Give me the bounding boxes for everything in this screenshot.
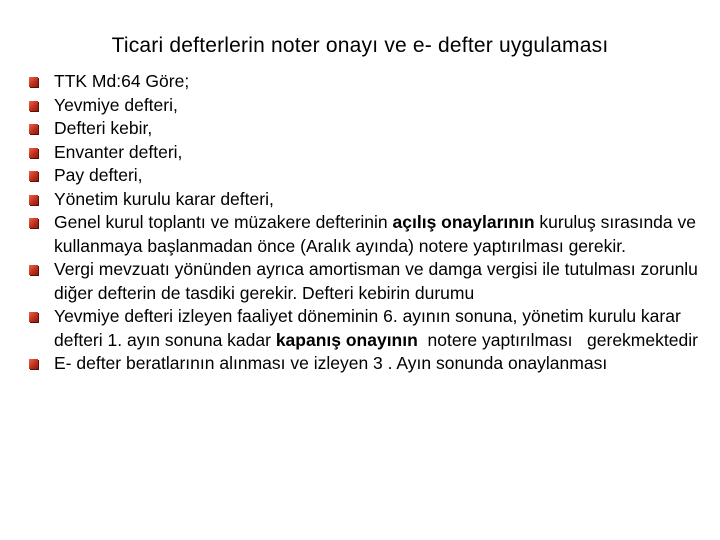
bullet-item: [28, 211, 708, 258]
bullet-item: [28, 352, 708, 376]
slide-title: Ticari defterlerin noter onayı ve e- defter uygulaması: [111, 34, 609, 57]
bullet-text: Pay defteri,: [54, 165, 143, 185]
bullet-item: [28, 70, 708, 94]
bullet-item: [28, 94, 708, 118]
bullet-item: [28, 117, 708, 141]
bullet-list: [28, 70, 708, 376]
square-bullet-icon: [29, 218, 38, 228]
square-bullet-icon: [29, 124, 38, 134]
bold-phrase-opening-approval: açılış onaylarının: [392, 212, 535, 232]
bold-phrase-closing-approval: kapanış onayının: [275, 329, 418, 350]
bullet-text: notere yaptırılması gerekmektedir: [417, 329, 698, 350]
bullet-text: Yevmiye defteri izleyen faaliyet döneminin 6. ayının sonuna, yönetim kurulu karar defteri 1. ayın sonuna kadar: [54, 306, 681, 350]
square-bullet-icon: [29, 77, 38, 87]
square-bullet-icon: [29, 359, 38, 369]
bullet-text: TTK Md:64 Göre;: [54, 71, 190, 91]
bullet-text: E- defter beratlarının alınması ve izleyen 3 . Ayın sonunda onaylanması: [54, 353, 608, 373]
bullet-text: Defteri kebir,: [54, 118, 153, 138]
bullet-item: [28, 188, 708, 212]
square-bullet-icon: [29, 265, 38, 275]
bullet-text: Yevmiye defteri,: [54, 94, 178, 115]
square-bullet-icon: [29, 171, 38, 181]
square-bullet-icon: [29, 101, 38, 111]
bullet-item: [28, 258, 708, 305]
bullet-text: kuruluş sırasında ve kullanmaya başlanmadan önce (Aralık ayında) notere yaptırılması gerekir.: [54, 212, 696, 256]
bullet-text: Envanter defteri,: [54, 141, 183, 162]
square-bullet-icon: [29, 195, 38, 205]
bullet-text: Genel kurul toplantı ve müzakere defterinin: [54, 212, 393, 232]
bullet-item: [28, 164, 708, 188]
bullet-item: [28, 141, 708, 165]
square-bullet-icon: [29, 312, 38, 322]
square-bullet-icon: [29, 148, 38, 158]
bullet-text: Yönetim kurulu karar defteri,: [54, 188, 274, 209]
bullet-text: Vergi mevzuatı yönünden ayrıca amortisman ve damga vergisi ile tutulması zorunlu diğer defterin de tasdiki gerekir. Defteri kebirin durumu: [54, 259, 698, 303]
bullet-item: [28, 305, 708, 352]
